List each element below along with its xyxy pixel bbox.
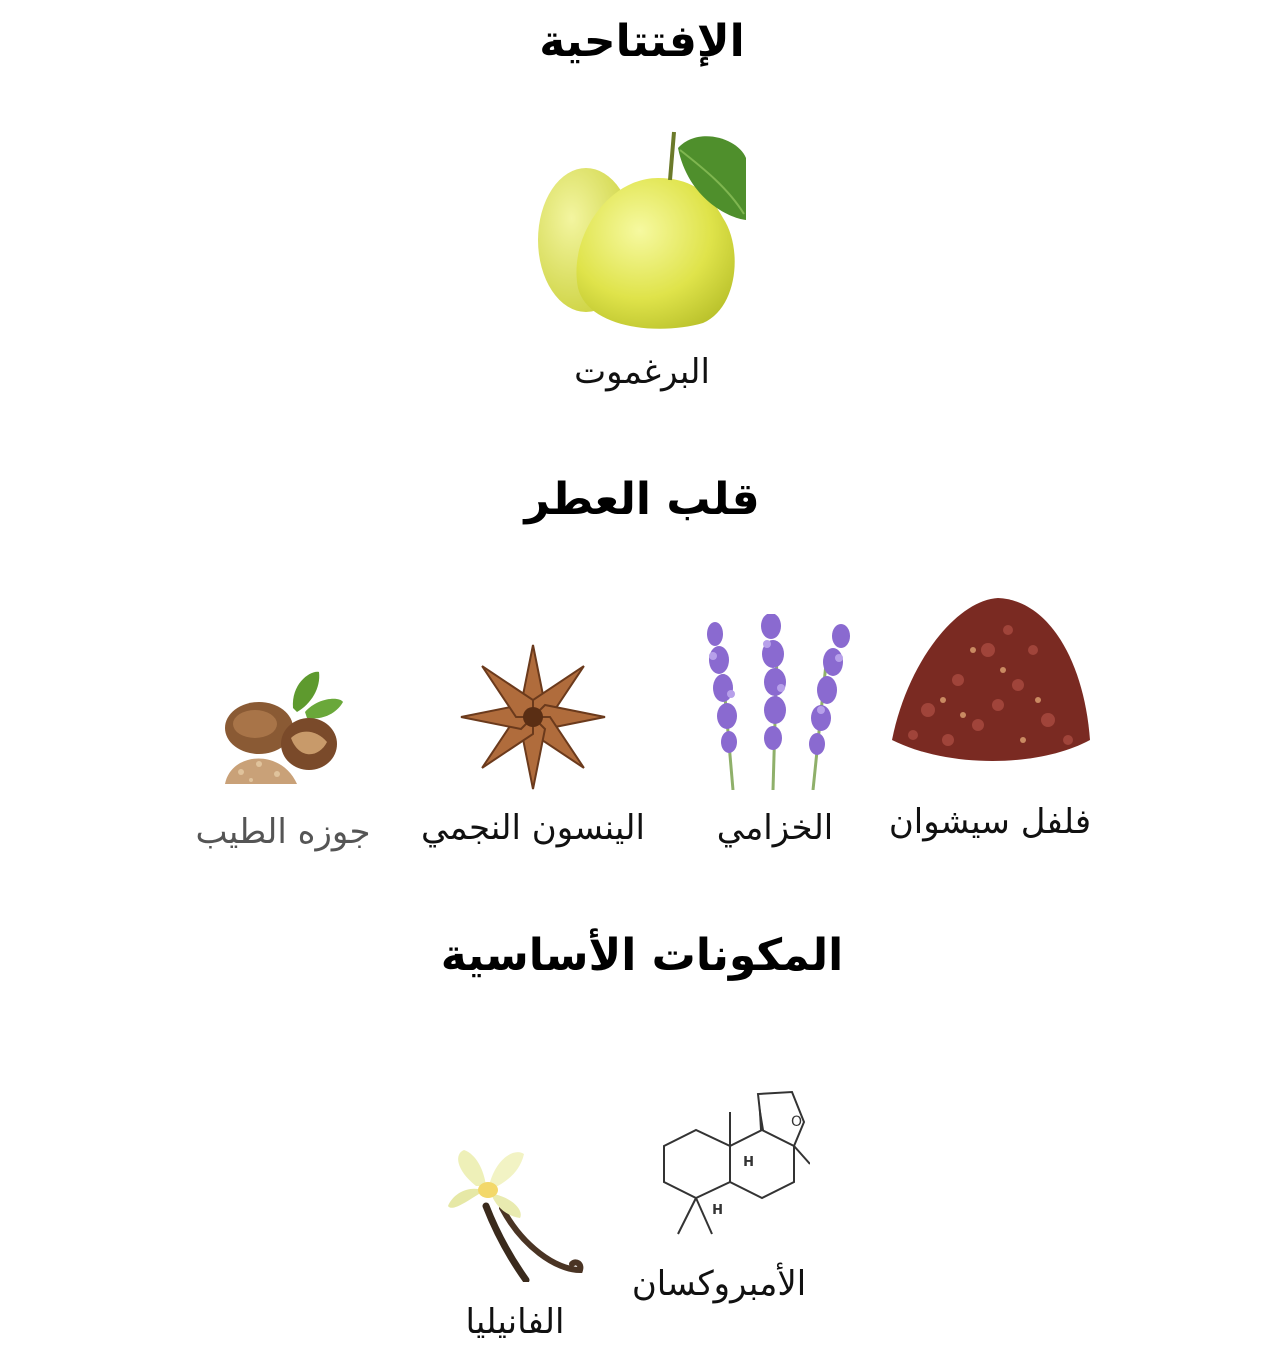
note-sichuan-pepper xyxy=(870,590,1110,844)
vanilla-icon xyxy=(446,1146,584,1282)
heart-notes-title: قلب العطر xyxy=(524,474,760,525)
sichuan-pepper-icon xyxy=(888,590,1092,770)
top-notes-title: الإفتتاحية xyxy=(539,16,745,67)
note-label: جوزه الطيب xyxy=(195,812,371,852)
ambroxan-molecule-icon xyxy=(628,1086,810,1250)
note-bergamot xyxy=(520,128,764,394)
svg-text:H: H xyxy=(743,1155,754,1170)
note-star-anise xyxy=(388,644,678,850)
star-anise-icon xyxy=(459,644,607,790)
nutmeg-icon xyxy=(221,668,345,788)
note-vanilla xyxy=(440,1146,590,1344)
note-nutmeg xyxy=(178,668,388,854)
note-label: الينسون النجمي xyxy=(420,808,645,848)
svg-text:H: H xyxy=(712,1203,723,1218)
note-label: فلفل سيشوان xyxy=(888,802,1092,842)
bergamot-icon xyxy=(538,128,746,336)
base-notes-title: المكونات الأساسية xyxy=(440,930,844,981)
note-label: البرغموت xyxy=(574,352,710,392)
note-label: الفانيليا xyxy=(465,1302,565,1342)
note-label: الأمبروكسان xyxy=(631,1264,807,1304)
note-lavender xyxy=(690,614,860,850)
svg-text:O: O xyxy=(790,1114,802,1130)
lavender-icon xyxy=(693,614,857,790)
note-label: الخزامي xyxy=(716,808,834,848)
note-ambroxan xyxy=(612,1086,826,1306)
